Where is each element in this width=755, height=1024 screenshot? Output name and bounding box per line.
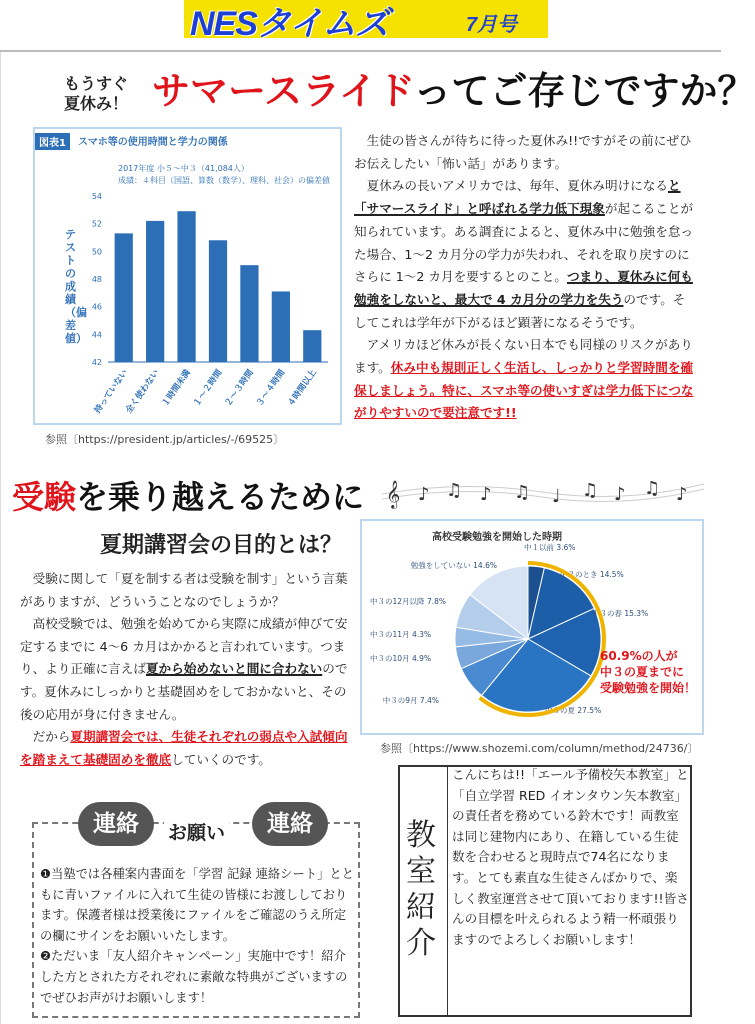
headline-prefix: もうすぐ 夏休み！ bbox=[64, 74, 129, 113]
svg-text:♪: ♪ bbox=[614, 484, 626, 505]
intro-divider bbox=[447, 767, 448, 1015]
y-tick-label: 52 bbox=[91, 219, 102, 229]
svg-text:♪: ♪ bbox=[418, 484, 430, 505]
bar bbox=[209, 240, 227, 362]
classroom-intro-label: 教室紹介 bbox=[406, 818, 436, 961]
article2-body bbox=[20, 568, 350, 771]
x-tick-label: ３～４時間 bbox=[254, 367, 288, 409]
header-divider bbox=[0, 50, 721, 52]
bar bbox=[272, 291, 290, 362]
paragraph: 受験に関して「夏を制する者は受験を制す」という言葉がありますが、どういうことなのでしょうか？ bbox=[20, 571, 348, 609]
pie-label: 勉強をしていない 14.6% bbox=[410, 561, 497, 570]
svg-text:♫: ♫ bbox=[514, 482, 531, 503]
article2-headline: 受験を乗り越えるために bbox=[12, 478, 365, 516]
svg-text:♫: ♫ bbox=[644, 478, 661, 499]
bar bbox=[177, 211, 195, 362]
chart-subtitle: 2017年度 小５～中３（41,084人） bbox=[118, 164, 249, 173]
contact-badge: 連絡 bbox=[78, 802, 154, 846]
svg-text:♪: ♪ bbox=[676, 484, 688, 505]
bar bbox=[115, 233, 133, 362]
bar bbox=[146, 221, 164, 362]
svg-text:♫: ♫ bbox=[446, 480, 463, 501]
y-tick-label: 50 bbox=[91, 247, 102, 257]
classroom-intro-text: こんにちは!!「エール予備校矢本教室」と「自立学習 RED イオンタウン矢本教室」の責任者を務めている鈴木です！両教室は同じ建物内にあり、在籍している生徒数を合わせると現時点で74名になります。とても素直な生徒さんばかりで、楽しく教室運営させて頂いております!!皆さんの目標を叶えられるよう精一杯頑張りますのでよろしくお願いします！ bbox=[452, 767, 689, 947]
pie-label: 中３の10月 4.9% bbox=[370, 654, 431, 663]
paragraph: アメリカほど休みが長くない日本でも同様のリスクがあります。休み中も規則正しく生活し、しっかりと学習時間を確保しましょう。特に、スマホ等の使いすぎは学力低下につながりやすいので要注意です!! bbox=[354, 337, 694, 421]
svg-text:♫: ♫ bbox=[582, 480, 599, 501]
x-tick-label: ４時間以上 bbox=[286, 367, 319, 409]
chart-title: スマホ等の使用時間と学力の関係 bbox=[78, 137, 228, 148]
x-tick-label: １～２時間 bbox=[191, 367, 225, 409]
y-tick-label: 46 bbox=[91, 302, 102, 312]
svg-text:𝄞: 𝄞 bbox=[386, 480, 401, 508]
pie-chart bbox=[360, 520, 704, 734]
svg-text:♩: ♩ bbox=[552, 486, 561, 507]
article1-body bbox=[354, 130, 696, 425]
music-notes-decoration bbox=[382, 474, 704, 508]
paragraph: 生徒の皆さんが待ちに待った夏休み!!ですがその前にぜひお伝えしたい「怖い話」があります。 bbox=[354, 133, 692, 171]
notice-body bbox=[40, 864, 356, 1008]
paragraph: 夏休みの長いアメリカでは、毎年、夏休み明けになると「サマースライド」と呼ばれる学力低下現象が起こることが知られています。ある調査によると、夏休み中に勉強を怠った場合、1～2 カ月分の学力が失われ、それを取り戻すのにさらに 1～2 カ月を要するとのこと。つまり、夏休みに何も勉強をしないと、最大で 4 カ月分の学力を失うのです。そしてこれは学年が下がるほど顕著になるそうです。 bbox=[354, 178, 694, 330]
y-tick-label: 54 bbox=[91, 192, 102, 201]
paragraph: 高校受験では、勉強を始めてから実際に成績が伸びて安定するまでに 4～6 カ月はかかると言われています。つまり、より正確に言えば夏から始めないと間に合わないのです。夏休みにしっかりと基礎固めをしておかないと、その後の応用が身に付きません。 bbox=[20, 616, 348, 722]
y-tick-label: 42 bbox=[91, 358, 102, 367]
bar bbox=[303, 330, 321, 362]
notice-title: お願い bbox=[164, 818, 229, 845]
page-edge bbox=[0, 52, 1, 1024]
article1-caption: 参照〔https://president.jp/articles/-/69525〕 bbox=[45, 433, 285, 446]
contact-badge: 連絡 bbox=[252, 802, 328, 846]
pie-label: 中３の春 15.3% bbox=[592, 609, 649, 618]
pie-label: 中３の12月以降 7.8% bbox=[370, 597, 446, 606]
x-tick-label: 持っていない bbox=[92, 367, 131, 416]
x-tick-label: １時間未満 bbox=[160, 367, 194, 409]
pie-label: 中１以前 3.6% bbox=[524, 543, 576, 552]
pie-title: 高校受験勉強を開始した時期 bbox=[432, 532, 562, 543]
bar-chart bbox=[80, 188, 340, 418]
paragraph: だから夏期講習会では、生徒それぞれの弱点や入試傾向を踏まえて基礎固めを徹底していくのです。 bbox=[20, 729, 348, 767]
article2-subhead: 夏期講習会の目的とは？ bbox=[100, 533, 343, 558]
chart-subtitle: 成績：４科目（国語、算数（数学）、理科、社会）の偏差値 bbox=[118, 176, 330, 185]
article2-caption: 参照〔https://www.shozemi.com/column/method/24736/〕 bbox=[380, 742, 699, 755]
notice-item: ❶当塾では各種案内書面を「学習 記録 連絡シート」とともに青いファイルに入れて生徒の皆様にお渡ししております。保護者様は授業後にファイルをご確認のうえ所定の欄にサインをお願いいたします。 bbox=[40, 867, 354, 943]
x-tick-label: ２～３時間 bbox=[223, 367, 256, 409]
issue-label: 7月号 bbox=[466, 14, 518, 36]
article1-headline: サマースライドってご存じですか？ bbox=[152, 69, 755, 113]
pie-label: 中２のとき 14.5% bbox=[560, 570, 624, 579]
notice-item: ❷ただいま「友人紹介キャンペーン」実施中です！紹介した方とされた方それぞれに素敵な特典がございますのでぜひお声がけお願いします！ bbox=[40, 949, 348, 1005]
pie-label: 中３の11月 4.3% bbox=[370, 630, 431, 639]
x-tick-label: 全く使わない bbox=[124, 367, 162, 416]
pie-label: 中３の夏 27.5% bbox=[545, 706, 602, 715]
svg-text:♪: ♪ bbox=[480, 484, 492, 505]
masthead-title: NESタイムズ bbox=[190, 5, 389, 43]
chart-tag: 図表1 bbox=[35, 133, 70, 150]
chart-ylabel: テストの成績（偏差値） bbox=[65, 228, 87, 345]
bar bbox=[240, 265, 258, 362]
y-tick-label: 48 bbox=[91, 275, 102, 284]
pie-callout: 60.9%の人が 中３の夏までに 受験勉強を開始！ bbox=[600, 649, 697, 695]
y-tick-label: 44 bbox=[91, 330, 102, 340]
pie-label: 中３の9月 7.4% bbox=[382, 696, 439, 705]
